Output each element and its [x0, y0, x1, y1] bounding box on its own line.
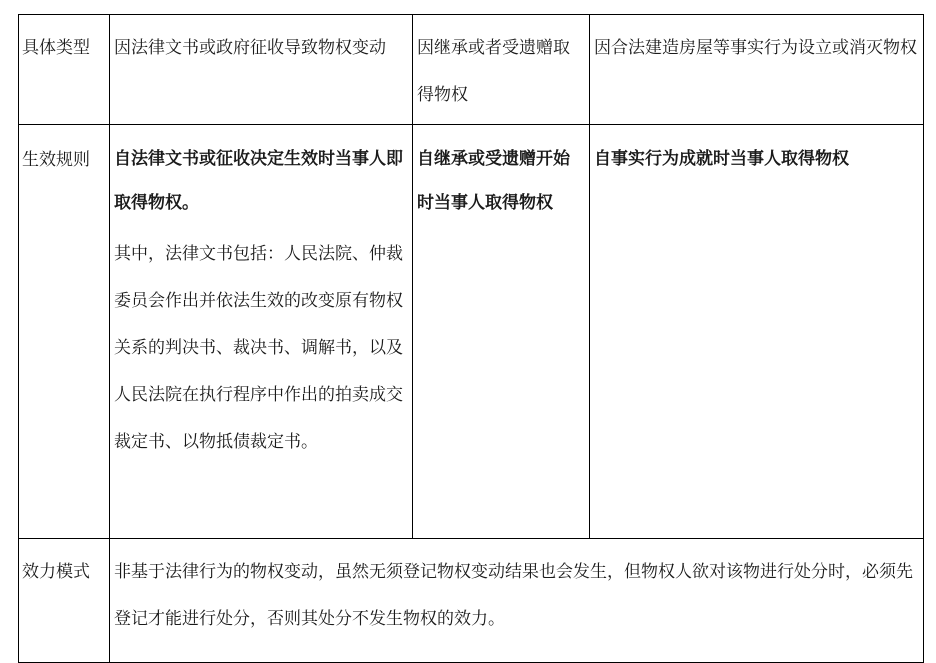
table-row-effect-mode	[19, 539, 924, 663]
table-row-effective-rule	[19, 125, 924, 539]
cell-effect-mode: 非基于法律行为的物权变动，虽然无须登记物权变动结果也会发生，但物权人欲对该物进行处分时，必须先登记才能进行处分，否则其处分不发生物权的效力。	[110, 539, 924, 663]
cell-legal-document-rule	[110, 125, 413, 539]
cell-factual-act-rule	[590, 125, 924, 539]
cell-factual-act-type: 因合法建造房屋等事实行为设立或消灭物权	[590, 15, 924, 125]
inheritance-rule-main: 自继承或受遗赠开始时当事人取得物权	[417, 149, 570, 213]
row-header-effect-mode: 效力模式	[19, 539, 110, 663]
table-row-type	[19, 15, 924, 125]
cell-inheritance-type: 因继承或者受遗赠取得物权	[413, 15, 590, 125]
cell-inheritance-rule	[413, 125, 590, 539]
legal-document-rule-main: 自法律文书或征收决定生效时当事人即取得物权。	[114, 149, 403, 213]
comparison-table	[18, 14, 924, 663]
row-header-effective-rule: 生效规则	[19, 125, 110, 539]
cell-legal-document-type: 因法律文书或政府征收导致物权变动	[110, 15, 413, 125]
legal-document-rule-note: 其中，法律文书包括：人民法院、仲裁委员会作出并依法生效的改变原有物权关系的判决书、裁决书、调解书，以及人民法院在执行程序中作出的拍卖成交裁定书、以物抵债裁定书。	[114, 244, 403, 452]
factual-act-rule-main: 自事实行为成就时当事人取得物权	[594, 149, 849, 169]
row-header-type: 具体类型	[19, 15, 110, 125]
